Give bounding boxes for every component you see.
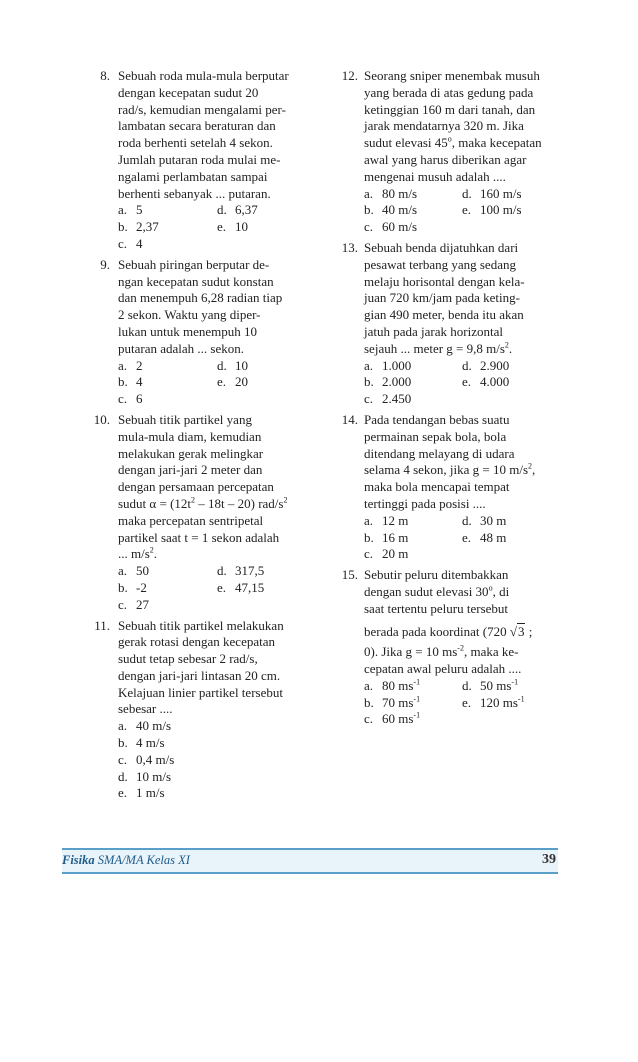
answer-options: [118, 202, 316, 252]
answer-option: [364, 695, 462, 712]
question-text-line: [364, 462, 560, 479]
question-text-line: mengenai musuh adalah ....: [364, 168, 506, 184]
answer-option: [462, 678, 560, 695]
option-letter: e.: [462, 374, 472, 390]
answer-option: [364, 374, 462, 391]
exponent: 2: [528, 462, 533, 471]
option-letter: b.: [118, 579, 128, 595]
options-row: [364, 219, 560, 236]
option-value: 80 m/s: [382, 185, 418, 201]
question-text-line: awal yang harus diberikan agar: [364, 151, 527, 167]
exponent: 2: [504, 340, 509, 350]
answer-option: [217, 358, 316, 375]
question-text-line: Sebutir peluru ditembakkan: [364, 567, 509, 583]
answer-option: [118, 358, 217, 375]
question-text-line: pesawat terbang yang sedang: [364, 256, 516, 272]
answer-option: [118, 752, 220, 769]
option-value: 60 m/s: [382, 219, 418, 235]
period: .: [153, 546, 158, 562]
option-unit: ms: [496, 677, 512, 693]
options-row: [364, 358, 560, 375]
option-value: 6,37: [235, 202, 258, 218]
option-value: 6: [136, 391, 143, 407]
question-text-line: dengan kecepatan sudut 20: [118, 84, 259, 100]
answer-option: [118, 597, 220, 614]
options-row: [118, 752, 316, 769]
question-number: 15.: [341, 567, 358, 583]
question-text-line: roda berhenti setelah 4 sekon.: [118, 135, 273, 151]
answer-option: [364, 202, 462, 219]
option-letter: d.: [217, 202, 227, 218]
question-text-line: dengan persamaan percepatan: [118, 479, 274, 495]
text-segment: berada pada koordinat (720: [364, 623, 507, 639]
option-letter: a.: [118, 718, 128, 734]
question-text-line: melaju horisontal dengan kela-: [364, 273, 525, 289]
question-text-line: Sebuah titik partikel melakukan: [118, 617, 284, 633]
option-unit-exponent: -1: [511, 677, 519, 687]
option-letter: e.: [462, 529, 472, 545]
option-letter: c.: [364, 219, 374, 235]
option-value: 1 m/s: [136, 785, 165, 801]
option-unit-exponent: -1: [413, 694, 421, 704]
question-text: [364, 240, 560, 358]
option-value: 2.900: [480, 357, 510, 373]
question-text-line: [364, 341, 560, 358]
text-segment: – 18t – 20) rad/s: [195, 495, 284, 511]
options-row: [118, 563, 316, 580]
answer-option: [364, 391, 462, 408]
question-number: 11.: [94, 617, 110, 633]
text-segment: , maka kecepatan: [451, 135, 542, 151]
answer-options: [364, 186, 560, 236]
option-letter: b.: [364, 694, 374, 710]
text-segment: selama 4 sekon, jika g = 10 m/s: [364, 462, 529, 478]
options-row: [364, 391, 560, 408]
options-row: [364, 374, 560, 391]
options-row: [364, 202, 560, 219]
degree-sign: o: [447, 134, 452, 144]
question-text-line: dengan jari-jari 2 meter dan: [118, 462, 263, 478]
question-text-line: 2 sekon. Waktu yang diper-: [118, 307, 261, 323]
question-item: [330, 68, 560, 236]
option-letter: e.: [462, 202, 472, 218]
option-value: 70: [382, 694, 395, 710]
answer-option: [217, 563, 316, 580]
option-value: 30 m: [480, 512, 507, 528]
options-row: [118, 718, 316, 735]
question-text-line: [118, 496, 316, 513]
option-letter: d.: [217, 563, 227, 579]
option-unit-exponent: -1: [517, 694, 525, 704]
exponent: 2: [149, 545, 154, 555]
question-text-line: gerak rotasi dengan kecepatan: [118, 634, 276, 650]
option-value: 4 m/s: [136, 735, 165, 751]
option-value: 1.000: [382, 357, 412, 373]
options-row: [118, 785, 316, 802]
options-row: [364, 530, 560, 547]
answer-option: [118, 236, 220, 253]
options-row: [364, 186, 560, 203]
question-text-line: dengan jari-jari lintasan 20 cm.: [118, 667, 281, 683]
option-value: 40 m/s: [382, 202, 418, 218]
question-text: [118, 257, 316, 358]
option-letter: a.: [364, 185, 374, 201]
question-text: [118, 68, 316, 202]
option-letter: c.: [118, 391, 128, 407]
question-text-line: [364, 135, 560, 152]
option-letter: c.: [118, 235, 128, 251]
option-letter: a.: [364, 512, 374, 528]
question-item: [80, 68, 316, 253]
option-unit-exponent: -1: [413, 711, 421, 721]
option-unit-exponent: -1: [413, 677, 421, 687]
text-segment: sudut elevasi 45: [364, 135, 448, 151]
answer-option: [364, 358, 462, 375]
question-text-line: Jumlah putaran roda mulai me-: [118, 151, 281, 167]
answer-option: [462, 358, 560, 375]
question-text-line: lukan untuk menempuh 10: [118, 323, 258, 339]
option-value: 2,37: [136, 219, 159, 235]
options-row: [118, 236, 316, 253]
options-row: [364, 546, 560, 563]
option-letter: a.: [118, 202, 128, 218]
option-letter: e.: [217, 579, 227, 595]
question-text-line: permainan sepak bola, bola: [364, 428, 507, 444]
answer-option: [118, 391, 220, 408]
options-row: [364, 678, 560, 695]
question-text-line: lambatan secara beraturan dan: [118, 118, 276, 134]
text-segment: sudut α = (12t: [118, 495, 192, 511]
option-value: 16 m: [382, 529, 409, 545]
question-text-line: [364, 624, 560, 641]
option-letter: c.: [118, 596, 128, 612]
option-letter: d.: [462, 512, 472, 528]
question-number: 12.: [341, 68, 358, 83]
option-letter: d.: [462, 185, 472, 201]
option-letter: c.: [118, 751, 128, 767]
answer-option: [462, 186, 560, 203]
options-row: [118, 374, 316, 391]
option-letter: d.: [118, 768, 128, 784]
option-letter: b.: [364, 202, 374, 218]
options-row: [118, 219, 316, 236]
option-value: 10: [235, 219, 248, 235]
question-text-line: Pada tendangan bebas suatu: [364, 411, 510, 427]
option-letter: a.: [364, 357, 374, 373]
question-text-line: Sebuah titik partikel yang: [118, 411, 252, 427]
option-letter: d.: [462, 357, 472, 373]
option-letter: b.: [118, 735, 128, 751]
question-text-line: ditendang melayang di udara: [364, 445, 515, 461]
question-text-line: berhenti sebanyak ... putaran.: [118, 185, 271, 201]
question-item: [80, 618, 316, 803]
option-value: 20: [235, 374, 248, 390]
answer-option: [364, 186, 462, 203]
answer-options: [118, 358, 316, 408]
options-row: [118, 580, 316, 597]
option-value: 4: [136, 235, 143, 251]
question-text-line: sebesar ....: [118, 701, 173, 717]
options-row: [118, 358, 316, 375]
options-row: [118, 597, 316, 614]
options-row: [364, 695, 560, 712]
text-segment: dengan sudut elevasi 30: [364, 583, 489, 599]
text-segment: , di: [492, 583, 510, 599]
answer-options: [118, 563, 316, 613]
option-letter: b.: [364, 374, 374, 390]
question-text-line: sudut tetap sebesar 2 rad/s,: [118, 651, 258, 667]
question-text-line: putaran adalah ... sekon.: [118, 340, 244, 356]
option-value: 2: [136, 357, 143, 373]
answer-options: [118, 718, 316, 802]
option-letter: e.: [217, 219, 227, 235]
question-text-line: melakukan gerak melingkar: [118, 445, 264, 461]
option-value: 0,4 m/s: [136, 751, 175, 767]
question-number: 8.: [100, 68, 110, 83]
text-segment: ,: [532, 462, 536, 478]
options-row: [364, 513, 560, 530]
text-segment: .: [508, 340, 513, 356]
option-letter: b.: [364, 529, 374, 545]
page-number: 39: [542, 852, 556, 867]
answer-option: [118, 202, 217, 219]
text-segment: ;: [525, 623, 533, 639]
option-letter: a.: [118, 357, 128, 373]
option-letter: a.: [118, 563, 128, 579]
question-text-line: saat tertentu peluru tersebut: [364, 600, 509, 616]
option-unit: ms: [398, 711, 414, 727]
answer-option: [217, 219, 316, 236]
option-value: 120: [480, 694, 500, 710]
question-text-line: maka percepatan sentripetal: [118, 512, 264, 528]
option-letter: c.: [364, 711, 374, 727]
question-item: [330, 567, 560, 728]
option-value: 50: [136, 563, 149, 579]
option-letter: d.: [217, 357, 227, 373]
option-value: 4: [136, 374, 143, 390]
option-letter: c.: [364, 391, 374, 407]
answer-option: [118, 735, 220, 752]
answer-option: [118, 718, 220, 735]
question-item: [330, 240, 560, 408]
question-text-line: tertinggi pada posisi ....: [364, 495, 486, 511]
answer-option: [217, 374, 316, 391]
left-column: [80, 68, 316, 806]
right-column: [330, 68, 560, 732]
question-number: 14.: [341, 411, 358, 427]
footer-book-title: [62, 853, 190, 868]
option-value: 27: [136, 596, 149, 612]
answer-option: [364, 711, 462, 728]
question-text-line: jatuh pada jarak horizontal: [364, 323, 503, 339]
option-letter: e.: [217, 374, 227, 390]
question-text-line: [118, 546, 316, 563]
question-text-line: gian 490 meter, benda itu akan: [364, 307, 524, 323]
answer-options: [364, 678, 560, 728]
answer-option: [217, 202, 316, 219]
option-value: 100 m/s: [480, 202, 522, 218]
answer-option: [217, 580, 316, 597]
question-text-line: ketinggian 160 m dari tanah, dan: [364, 101, 536, 117]
question-number: 13.: [341, 239, 358, 255]
option-letter: e.: [462, 694, 472, 710]
option-unit: ms: [502, 694, 518, 710]
radicand: 3: [517, 623, 525, 639]
question-number: 10.: [93, 411, 110, 427]
option-value: 60: [382, 711, 395, 727]
text-segment: sejauh ... meter g = 9,8 m/s: [364, 340, 505, 356]
question-text-line: mula-mula diam, kemudian: [118, 428, 262, 444]
question-text-line: [364, 584, 560, 601]
answer-option: [462, 374, 560, 391]
option-value: 2.450: [382, 391, 412, 407]
answer-option: [118, 219, 217, 236]
option-value: 317,5: [235, 563, 265, 579]
options-row: [118, 391, 316, 408]
square-root-symbol: √3: [509, 623, 525, 639]
option-unit: ms: [398, 677, 414, 693]
question-text: [364, 567, 560, 678]
answer-option: [462, 530, 560, 547]
text-segment: 0). Jika g = 10 ms: [364, 644, 458, 660]
answer-option: [118, 374, 217, 391]
footer-book: SMA/MA Kelas XI: [97, 853, 190, 867]
option-value: 2.000: [382, 374, 412, 390]
footer-subject: Fisika: [62, 853, 95, 867]
answer-options: [364, 358, 560, 408]
option-letter: d.: [462, 677, 472, 693]
option-letter: a.: [364, 677, 374, 693]
answer-option: [118, 769, 220, 786]
question-text-line: ngalami perlambatan sampai: [118, 168, 268, 184]
options-row: [364, 711, 560, 728]
answer-options: [364, 513, 560, 563]
answer-option: [462, 202, 560, 219]
question-text-line: Sebuah roda mula-mula berputar: [118, 68, 289, 83]
option-letter: b.: [118, 374, 128, 390]
option-value: 80: [382, 677, 395, 693]
option-value: 40 m/s: [136, 718, 172, 734]
question-text-line: Sebuah benda dijatuhkan dari: [364, 239, 519, 255]
answer-option: [364, 546, 462, 563]
option-value: 4.000: [480, 374, 510, 390]
options-row: [118, 735, 316, 752]
answer-option: [118, 785, 220, 802]
question-text-line: ngan kecepatan sudut konstan: [118, 273, 274, 289]
exponent: -2: [457, 643, 464, 653]
text-segment: ... m/s: [118, 546, 150, 562]
option-value: 160 m/s: [480, 185, 522, 201]
question-text: [118, 412, 316, 563]
option-value: 5: [136, 202, 143, 218]
options-row: [118, 769, 316, 786]
question-text-line: yang berada di atas gedung pada: [364, 84, 534, 100]
answer-option: [462, 513, 560, 530]
option-letter: e.: [118, 785, 128, 801]
question-text-line: juan 720 km/jam pada keting-: [364, 290, 520, 306]
option-value: 20 m: [382, 546, 409, 562]
answer-option: [364, 219, 462, 236]
option-value: 47,15: [235, 579, 265, 595]
question-text-line: Sebuah piringan berputar de-: [118, 256, 270, 272]
question-text-line: dan menempuh 6,28 radian tiap: [118, 290, 283, 306]
exponent: 2: [191, 495, 196, 505]
question-number: 9.: [100, 256, 110, 272]
text-segment: , maka ke-: [463, 644, 519, 660]
question-item: [330, 412, 560, 563]
question-text-line: Seorang sniper menembak musuh: [364, 68, 540, 83]
question-text: [118, 618, 316, 719]
page-footer: [62, 848, 558, 874]
question-text-line: [364, 644, 560, 661]
question-text: [364, 68, 560, 186]
question-text-line: Kelajuan linier partikel tersebut: [118, 684, 283, 700]
option-value: -2: [136, 579, 147, 595]
answer-option: [118, 563, 217, 580]
answer-option: [118, 580, 217, 597]
option-unit: ms: [398, 694, 414, 710]
question-text-line: cepatan awal peluru adalah ....: [364, 661, 522, 677]
answer-option: [364, 513, 462, 530]
option-letter: c.: [364, 546, 374, 562]
question-text-line: rad/s, kemudian mengalami per-: [118, 101, 286, 117]
option-value: 10 m/s: [136, 768, 172, 784]
answer-option: [364, 530, 462, 547]
question-text-line: maka bola mencapai tempat: [364, 479, 510, 495]
option-value: 48 m: [480, 529, 507, 545]
question-item: [80, 257, 316, 408]
question-text: [364, 412, 560, 513]
question-text-line: partikel saat t = 1 sekon adalah: [118, 529, 280, 545]
degree-sign: o: [488, 583, 493, 593]
answer-option: [364, 678, 462, 695]
option-value: 50: [480, 677, 493, 693]
options-row: [118, 202, 316, 219]
exponent: 2: [283, 495, 288, 505]
question-item: [80, 412, 316, 614]
answer-option: [462, 695, 560, 712]
question-text-line: jarak mendatarnya 320 m. Jika: [364, 118, 524, 134]
option-value: 12 m: [382, 512, 409, 528]
option-value: 10: [235, 357, 248, 373]
option-letter: b.: [118, 219, 128, 235]
